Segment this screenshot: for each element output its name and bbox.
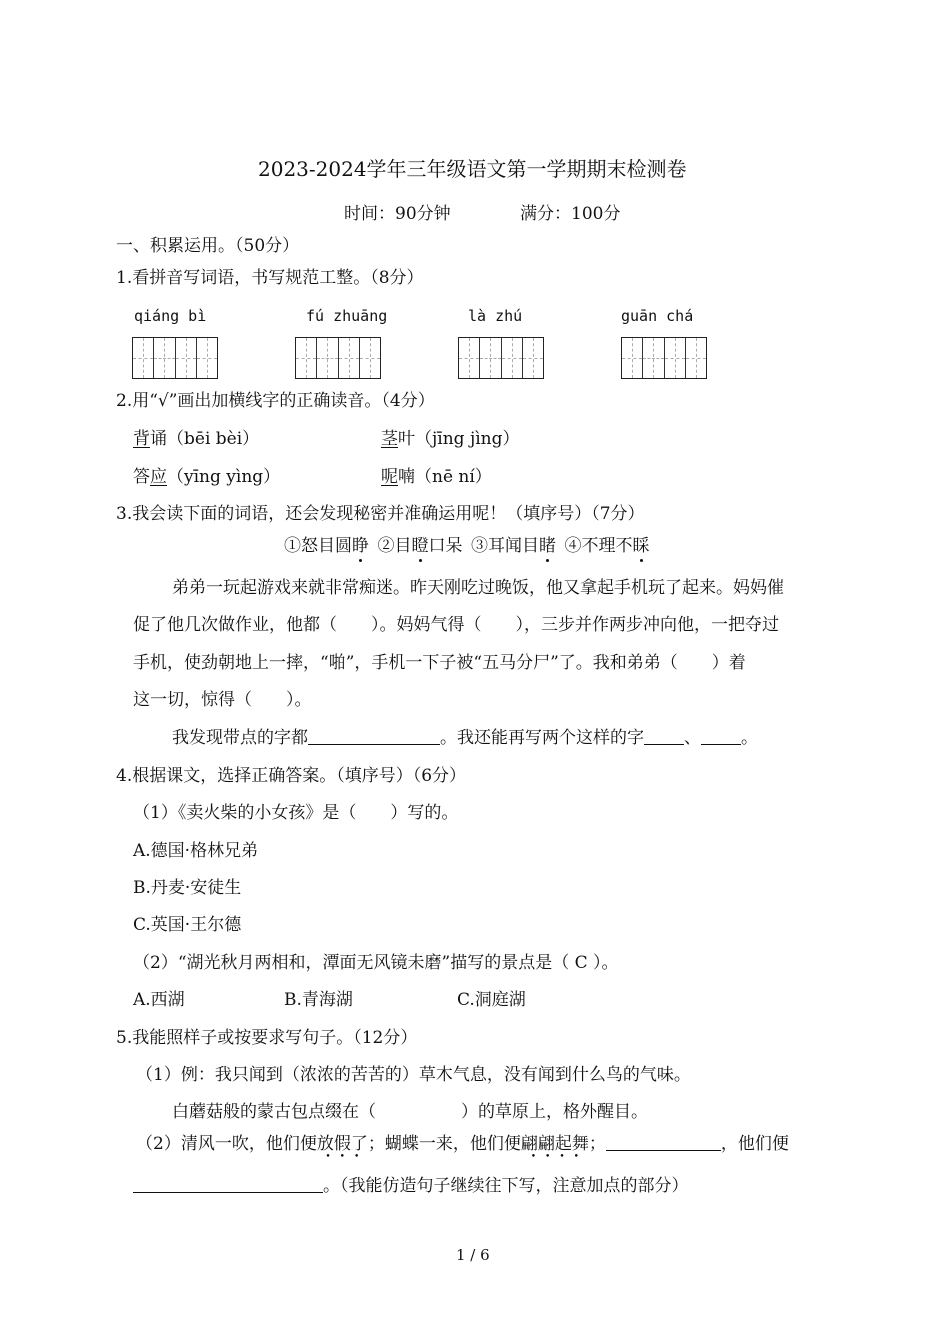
pinyin-3: là zhú xyxy=(468,307,523,325)
exam-score: 满分：100分 xyxy=(520,204,621,224)
writing-grid-1[interactable] xyxy=(132,337,218,379)
writing-grid-4[interactable] xyxy=(621,337,707,379)
question-1-heading: 1.看拼音写词语，书写规范工整。（8分） xyxy=(116,268,424,288)
writing-grid-3[interactable] xyxy=(458,337,544,379)
question-2-heading: 2.用“√”画出加横线字的正确读音。（4分） xyxy=(116,391,435,411)
option-a[interactable]: A.德国·格林兄弟 xyxy=(133,841,259,861)
idiom-2-end: 口呆 xyxy=(428,536,463,556)
answer-blank[interactable] xyxy=(606,1134,721,1151)
underlined-char: 应 xyxy=(150,467,167,487)
imitation-line-1 xyxy=(136,1133,789,1162)
section-heading: 一、积累运用。（50分） xyxy=(116,236,300,256)
sub-question-1: （1）《卖火柴的小女孩》是（ ）写的。 xyxy=(133,803,459,823)
idiom-3: ③耳闻目 xyxy=(471,536,539,556)
option-qinghai-lake[interactable]: B.青海湖 xyxy=(284,990,353,1010)
idiom-list xyxy=(284,535,650,557)
question-3-heading: 3.我会读下面的词语，还会发现秘密并准确运用呢！（填序号）（7分） xyxy=(116,504,645,524)
answer-blank[interactable] xyxy=(644,728,684,745)
pinyin-1: qiáng bì xyxy=(134,307,207,325)
reading-item-3[interactable] xyxy=(133,466,280,488)
pinyin-4: guān chá xyxy=(621,307,694,325)
reading-item-4[interactable] xyxy=(381,466,492,488)
passage-line-4: 这一切，惊得（ ）。 xyxy=(133,690,312,710)
idiom-4: ④不理不 xyxy=(564,536,633,556)
dotted-char: 睁 xyxy=(352,536,369,556)
underlined-char: 背 xyxy=(133,429,150,449)
dotted-text: 放假了 xyxy=(316,1134,368,1154)
reading-options: 叶（jīng jìng） xyxy=(398,429,520,449)
sentence-text: （2）清风一吹，他们便 xyxy=(136,1134,317,1154)
period: 。 xyxy=(741,728,758,748)
instruction-text: 。（我能仿造句子继续往下写，注意加点的部分） xyxy=(323,1176,689,1196)
underlined-char: 茎 xyxy=(381,429,398,449)
writing-grid-2[interactable] xyxy=(295,337,381,379)
discovery-text-2: 。我还能再写两个这样的字 xyxy=(440,728,644,748)
imitation-line-2 xyxy=(133,1175,689,1197)
sentence-text-3: ，他们便 xyxy=(720,1134,789,1154)
answer-blank[interactable] xyxy=(308,728,440,745)
passage-line-1: 弟弟一玩起游戏来就非常痴迷。昨天刚吃过晚饭，他又拿起手机玩了起来。妈妈催 xyxy=(172,578,784,598)
dotted-char: 睹 xyxy=(539,536,556,556)
fill-sentence: 白蘑菇般的蒙古包点缀在（ ）的草原上，格外醒目。 xyxy=(172,1102,648,1122)
answer-blank[interactable] xyxy=(701,728,741,745)
option-west-lake[interactable]: A.西湖 xyxy=(133,990,185,1010)
example-sentence: （1）例：我只闻到（浓浓的苦苦的）草木气息，没有闻到什么鸟的气味。 xyxy=(136,1065,691,1085)
dotted-char: 睬 xyxy=(632,536,650,556)
dotted-char: 瞪 xyxy=(411,536,429,556)
dotted-phrase-2 xyxy=(520,1134,589,1162)
reading-options: 喃（nē ní） xyxy=(398,467,492,487)
sentence-text-2: ；蝴蝶一来，他们便 xyxy=(367,1134,521,1154)
sub-question-2: （2）“湖光秋月两相和，潭面无风镜未磨”描写的景点是（ C ）。 xyxy=(133,953,619,973)
option-b[interactable]: B.丹麦·安徒生 xyxy=(133,878,242,898)
discovery-line xyxy=(172,727,758,749)
pinyin-2: fú zhuāng xyxy=(306,307,388,325)
idiom-1: ①怒目圆 xyxy=(284,536,352,556)
reading-options: （yīng yìng） xyxy=(167,467,281,487)
page-title: 2023-2024学年三年级语文第一学期期末检测卷 xyxy=(258,157,687,181)
dot-marks: • • • xyxy=(325,1152,360,1162)
dotted-text: 翩翩起舞 xyxy=(520,1134,589,1154)
dotted-phrase-1 xyxy=(316,1134,368,1162)
exam-time: 时间：90分钟 xyxy=(344,204,451,224)
passage-line-2: 促了他几次做作业，他都（ ）。妈妈气得（ ），三步并作两步冲向他，一把夺过 xyxy=(133,615,779,635)
page-number: 1 / 6 xyxy=(456,1246,490,1264)
passage-line-3: 手机，使劲朝地上一摔，“啪”，手机一下子被“五马分尸”了。我和弟弟（ ）着 xyxy=(133,653,746,673)
semicolon: ； xyxy=(588,1134,606,1154)
option-c[interactable]: C.英国·王尔德 xyxy=(133,915,242,935)
question-4-heading: 4.根据课文，选择正确答案。（填序号）（6分） xyxy=(116,766,467,786)
reading-item-1[interactable] xyxy=(133,428,259,450)
reading-item-2[interactable] xyxy=(381,428,519,450)
reading-options: 诵（bēi bèi） xyxy=(150,429,260,449)
question-5-heading: 5.我能照样子或按要求写句子。（12分） xyxy=(116,1028,418,1048)
dot-marks: • • • • xyxy=(530,1152,579,1162)
separator: 、 xyxy=(684,728,701,748)
plain-char: 答 xyxy=(133,467,150,487)
discovery-text: 我发现带点的字都 xyxy=(172,728,308,748)
option-dongting-lake[interactable]: C.洞庭湖 xyxy=(457,990,526,1010)
idiom-2: ②目 xyxy=(377,536,412,556)
underlined-char: 呢 xyxy=(381,467,398,487)
answer-blank[interactable] xyxy=(133,1176,323,1193)
